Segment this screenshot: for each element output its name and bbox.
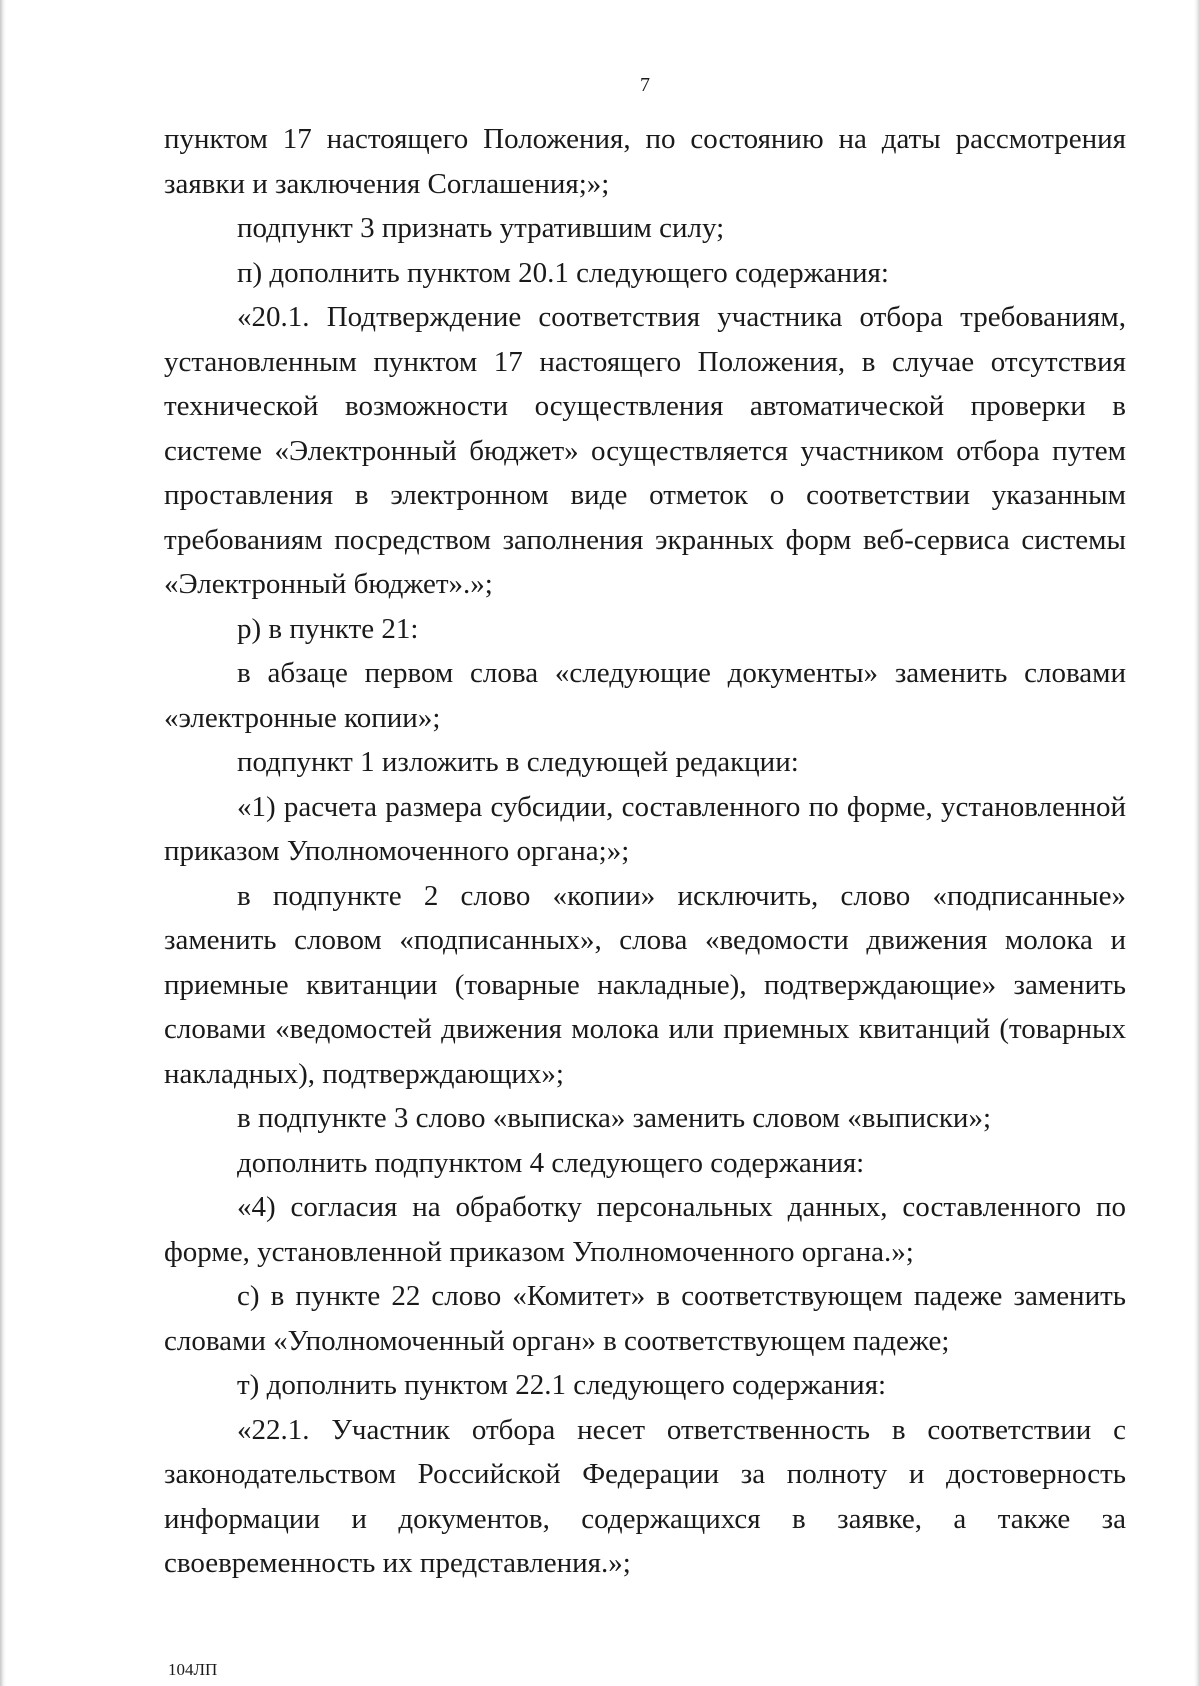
paragraph-item-t: т) дополнить пунктом 22.1 следующего содержания: <box>237 1369 887 1401</box>
paragraph-first-abzac: в абзаце первом слова «следующие документы» заменить словами «электронные копии»; <box>164 657 1126 734</box>
paragraph-point-22-1: «22.1. Участник отбора несет ответственность в соответствии с законодательством Российской Федерации за полноту и достоверность информации и документов, содержащихся в заявке, а также за своевременность их представления.»; <box>164 1413 1126 1579</box>
page-number: 7 <box>640 74 650 96</box>
paragraph-item-p: п) дополнить пунктом 20.1 следующего содержания: <box>237 256 889 289</box>
paragraph-continuation: пунктом 17 настоящего Положения, по состоянию на даты рассмотрения заявки и заключения Соглашения;»; <box>164 123 1126 200</box>
paragraph-subpoint-3-repeal: подпункт 3 признать утратившим силу; <box>237 212 725 244</box>
paragraph-subpoint-4-text: «4) согласия на обработку персональных данных, составленного по форме, установленной приказом Уполномоченного органа.»; <box>164 1191 1126 1268</box>
paragraph-point-20-1: «20.1. Подтверждение соответствия участника отбора требованиям, установленным пунктом 17 настоящего Положения, в случае отсутствия технической возможности осуществления автоматической проверки в системе «Электронный бюджет» осуществляется участником отбора путем проставления в электронном виде отметок о соответствии указанным требованиям посредством заполнения экранных форм веб-сервиса системы «Электронный бюджет».»; <box>164 301 1126 600</box>
paragraph-subpoint-1-text: «1) расчета размера субсидии, составленного по форме, установленной приказом Уполномоченного органа;»; <box>164 790 1126 867</box>
footer-document-code: 104ЛП <box>168 1660 218 1679</box>
scan-edge-right <box>1194 0 1200 1686</box>
paragraph-item-r: р) в пункте 21: <box>237 612 419 645</box>
paragraph-subpoint-2: в подпункте 2 слово «копии» исключить, слово «подписанные» заменить словом «подписанных», слова «ведомости движения молока и приемные квитанции (товарные накладные), подтверждающие» заменить словами «ведомостей движения молока или приемных квитанций (товарных накладных), подтверждающих»; <box>164 879 1126 1090</box>
paragraph-subpoint-1-heading: подпункт 1 изложить в следующей редакции: <box>237 746 799 778</box>
document-body <box>164 117 1126 1586</box>
paragraph-add-subpoint-4: дополнить подпунктом 4 следующего содержания: <box>237 1146 865 1179</box>
scan-edge-left <box>0 0 6 1686</box>
paragraph-item-s: с) в пункте 22 слово «Комитет» в соответствующем падеже заменить словами «Уполномоченный орган» в соответствующем падеже; <box>164 1280 1126 1357</box>
paragraph-subpoint-3: в подпункте 3 слово «выписка» заменить словом «выписки»; <box>237 1102 991 1134</box>
